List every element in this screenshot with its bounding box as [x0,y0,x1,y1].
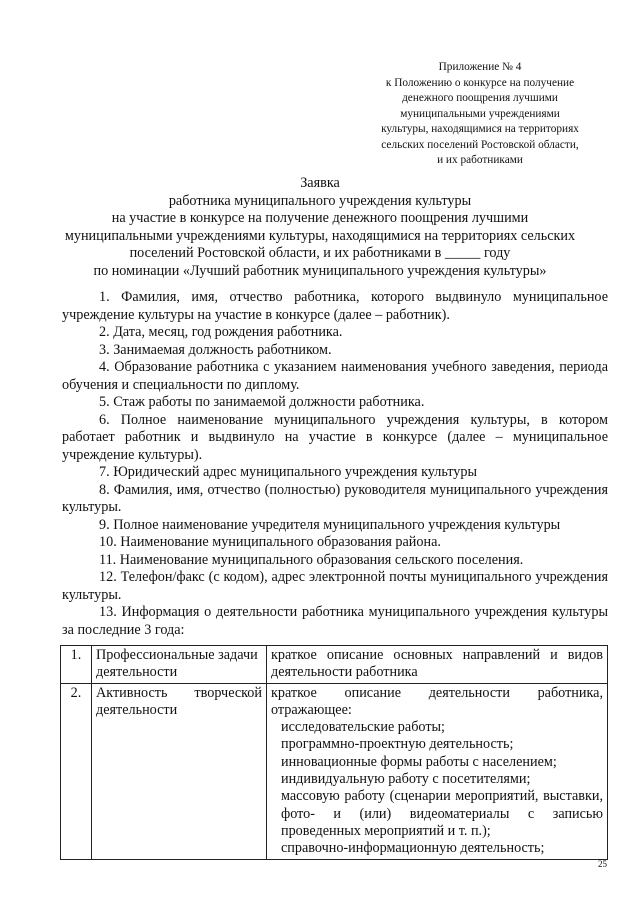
task-cell: Активность творческой деятельности [92,683,267,859]
sub-item: программно-проектную деятельность; [281,736,514,753]
document-title [40,175,600,281]
task-cell: Профессиональные задачи деятельности [92,646,267,684]
sub-item: справочно-информационную деятельность; [281,840,545,857]
appendix-line: муниципальными учреждениями [400,107,560,120]
title-line: по номинации «Лучший работник муниципального учреждения культуры» [93,262,547,279]
appendix-line: денежного поощрения лучшими [402,92,558,104]
list-item: 8. Фамилия, имя, отчество (полностью) руководителя муниципального учреждения культуры. [62,481,608,515]
sub-item: массовую работу (сценарии мероприятий, выставки, фото- и (или) видеоматериалы с записью проведенных мероприятий и т. п.); [281,788,603,839]
appendix-line: Приложение № 4 [438,61,522,73]
page-number: 25 [598,859,607,869]
title-line: поселений Ростовской области, и их работниками в _____ году [129,245,511,262]
title-line: на участие в конкурсе на получение денежного поощрения лучшими [111,210,529,227]
activity-table [60,645,608,860]
list-item: 11. Наименование муниципального образования сельского поселения. [99,551,524,568]
title-line: работника муниципального учреждения культуры [168,192,472,209]
appendix-line: культуры, находящимися на территориях [381,123,579,135]
table-row [61,646,608,684]
list-item: 5. Стаж работы по занимаемой должности работника. [99,394,425,410]
list-item: 1. Фамилия, имя, отчество работника, которого выдвинуло муниципальное учреждение культуры на участие в конкурсе (далее – работник). [62,289,608,323]
description-cell [267,646,608,684]
sub-item: индивидуальную работу с посетителями; [281,771,531,788]
list-item: 6. Полное наименование муниципального учреждения культуры, в котором работает работник и выдвинуло на участие в конкурсе (далее – муниципальное учреждение культуры). [62,411,608,463]
appendix-line: и их работниками [437,154,523,166]
row-number: 1. [61,646,92,684]
appendix-header [360,60,600,169]
table-row [61,683,608,859]
sub-item: исследовательские работы; [281,719,445,736]
list-item: 4. Образование работника с указанием наименования учебного заведения, периода обучения и специальности по диплому. [62,359,608,393]
appendix-line: сельских поселений Ростовской области, [381,138,579,151]
list-item: 7. Юридический адрес муниципального учреждения культуры [99,464,477,480]
title-heading: Заявка [300,175,340,191]
list-item: 9. Полное наименование учредителя муниципального учреждения культуры [99,516,561,533]
appendix-line: к Положению о конкурсе на получение [385,76,575,89]
row-number: 2. [61,683,92,859]
list-item: 2. Дата, месяц, год рождения работника. [99,324,343,340]
list-item: 3. Занимаемая должность работником. [99,341,332,358]
description-text: краткое описание деятельности работника, отражающее: [271,684,603,718]
description-cell [267,683,608,859]
sub-item: инновационные формы работы с населением; [281,753,557,770]
title-line: муниципальными учреждениями культуры, находящимися на территориях сельских [64,227,576,244]
list-item: 10. Наименование муниципального образования района. [99,534,441,550]
application-items [62,289,608,639]
list-item: 12. Телефон/факс (с кодом), адрес электронной почты муниципального учреждения культуры. [62,569,608,603]
list-item: 13. Информация о деятельности работника муниципального учреждения культуры за последние 3 года: [62,604,608,638]
description-text: краткое описание основных направлений и видов деятельности работника [271,647,603,681]
